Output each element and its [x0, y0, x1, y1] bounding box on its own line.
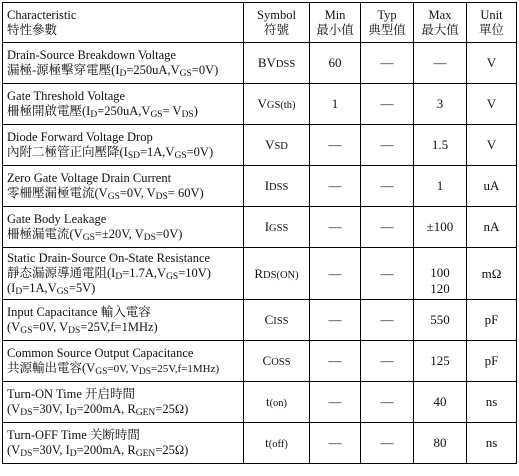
- max-cell: 550: [414, 300, 467, 341]
- characteristic-condition: 柵極漏電流($V_{GS}=\pm 20V$, $V_{DS}=0V$): [7, 227, 183, 243]
- symbol-cell: IDSS: [244, 166, 310, 207]
- max-value-2: 120: [430, 281, 450, 296]
- symbol-cell: RDS(ON): [244, 248, 310, 300]
- electrical-characteristics-table: [2, 2, 517, 464]
- symbol-cell: VSD: [244, 125, 310, 166]
- characteristic-condition: 零柵壓漏極電流($V_{GS}=0V$, $V_{DS}= 60V$): [7, 186, 204, 202]
- symbol-cell: VGS(th): [244, 84, 310, 125]
- characteristic-cell: [3, 207, 244, 248]
- header-characteristic: Characteristic 特性參數: [3, 3, 244, 43]
- max-cell: ±100: [414, 207, 467, 248]
- characteristic-condition: ($V_{GS}=0V$, $V_{DS}=25V,f=1MHz$): [7, 320, 158, 336]
- unit-cell: ns: [467, 423, 517, 464]
- characteristic-cell: [3, 382, 244, 423]
- characteristic-name: Diode Forward Voltage Drop: [7, 130, 153, 144]
- characteristic-cell: [3, 423, 244, 464]
- unit-cell: uA: [467, 166, 517, 207]
- table-row: [3, 341, 517, 382]
- header-typ: Typ 典型值: [361, 3, 414, 43]
- typ-cell: —: [361, 300, 414, 341]
- spec-document: [2, 2, 516, 464]
- max-cell: [414, 248, 467, 300]
- table-row: [3, 84, 517, 125]
- characteristic-cell: [3, 84, 244, 125]
- characteristic-name: Turn-ON Time 开启時間: [7, 387, 136, 401]
- max-cell: 1: [414, 166, 467, 207]
- characteristic-cell: [3, 166, 244, 207]
- unit-cell: V: [467, 84, 517, 125]
- table-row: [3, 166, 517, 207]
- characteristic-name: Drain-Source Breakdown Voltage: [7, 48, 176, 62]
- max-value-1: 100: [430, 265, 450, 280]
- max-cell: —: [414, 43, 467, 84]
- min-cell: —: [310, 423, 361, 464]
- table-row: [3, 423, 517, 464]
- characteristic-condition: 內附二極管正向壓降$(I_{SD}=1A,V_{GS}=0V)$: [7, 145, 214, 161]
- max-cell: 40: [414, 382, 467, 423]
- min-cell: —: [310, 125, 361, 166]
- typ-cell: —: [361, 248, 414, 300]
- typ-cell: —: [361, 382, 414, 423]
- characteristic-condition-2: $(I_D=1A,V_{GS}=5V)$: [7, 281, 96, 297]
- symbol-cell: BVDSS: [244, 43, 310, 84]
- typ-cell: —: [361, 125, 414, 166]
- characteristic-condition: 共源輸出電容($V_{GS}=0V$, $V_{DS}=25V,f=1MHz$): [7, 360, 220, 377]
- characteristic-condition: 漏極-源極擊穿電壓$(I_D=250uA,V_{GS}=0V)$: [7, 63, 219, 79]
- characteristic-cell: [3, 300, 244, 341]
- characteristic-name: Common Source Output Capacitance: [7, 345, 194, 360]
- max-cell: 1.5: [414, 125, 467, 166]
- unit-cell: pF: [467, 300, 517, 341]
- typ-cell: —: [361, 43, 414, 84]
- typ-cell: —: [361, 84, 414, 125]
- table-header-row: [3, 3, 517, 43]
- symbol-cell: t(on): [244, 382, 310, 423]
- characteristic-name: Static Drain-Source On-State Resistance: [7, 251, 211, 265]
- min-cell: —: [310, 166, 361, 207]
- characteristic-condition: ($V_{DS}=30V$, $I_D=200mA$, $R_{GEN}=25\Omega$): [7, 443, 189, 459]
- table-row: [3, 207, 517, 248]
- typ-cell: —: [361, 341, 414, 382]
- typ-cell: —: [361, 207, 414, 248]
- symbol-cell: CISS: [244, 300, 310, 341]
- typ-cell: —: [361, 166, 414, 207]
- min-cell: —: [310, 382, 361, 423]
- unit-cell: nA: [467, 207, 517, 248]
- symbol-cell: COSS: [244, 341, 310, 382]
- characteristic-name: Turn-OFF Time 关断時間: [7, 428, 140, 442]
- unit-cell: V: [467, 125, 517, 166]
- characteristic-name: Gate Threshold Voltage: [7, 89, 126, 103]
- typ-cell: —: [361, 423, 414, 464]
- table-row: [3, 125, 517, 166]
- table-row: [3, 300, 517, 341]
- symbol-cell: t(off): [244, 423, 310, 464]
- unit-cell: V: [467, 43, 517, 84]
- min-cell: —: [310, 341, 361, 382]
- max-cell: 3: [414, 84, 467, 125]
- unit-cell: pF: [467, 341, 517, 382]
- min-cell: —: [310, 207, 361, 248]
- characteristic-name: Gate Body Leakage: [7, 212, 107, 226]
- min-cell: 1: [310, 84, 361, 125]
- table-row: [3, 43, 517, 84]
- header-unit: Unit 單位: [467, 3, 517, 43]
- header-min: Min 最小值: [310, 3, 361, 43]
- unit-cell: ns: [467, 382, 517, 423]
- max-cell: 125: [414, 341, 467, 382]
- characteristic-name: Zero Gate Voltage Drain Current: [7, 171, 172, 185]
- min-cell: 60: [310, 43, 361, 84]
- unit-cell: mΩ: [467, 248, 517, 300]
- characteristic-condition: ($V_{DS}=30V$, $I_D=200mA$, $R_{GEN}=25\Omega$): [7, 402, 189, 418]
- header-symbol: Symbol 符號: [244, 3, 310, 43]
- table-row: [3, 248, 517, 300]
- symbol-cell: IGSS: [244, 207, 310, 248]
- min-cell: —: [310, 300, 361, 341]
- characteristic-condition: 靜态漏源導通電阻$(I_D=1.7A,V_{GS}=10V)$: [7, 266, 211, 282]
- characteristic-name: Input Capacitance 輸入電容: [7, 305, 151, 319]
- characteristic-cell: [3, 248, 244, 300]
- table-row: [3, 382, 517, 423]
- characteristic-condition: 柵極開啟電壓$(I_D=250uA,V_{GS}= V_{DS})$: [7, 104, 198, 120]
- characteristic-cell: [3, 125, 244, 166]
- characteristic-cell: [3, 43, 244, 84]
- min-cell: —: [310, 248, 361, 300]
- max-cell: 80: [414, 423, 467, 464]
- characteristic-cell: [3, 341, 244, 382]
- header-max: Max 最大值: [414, 3, 467, 43]
